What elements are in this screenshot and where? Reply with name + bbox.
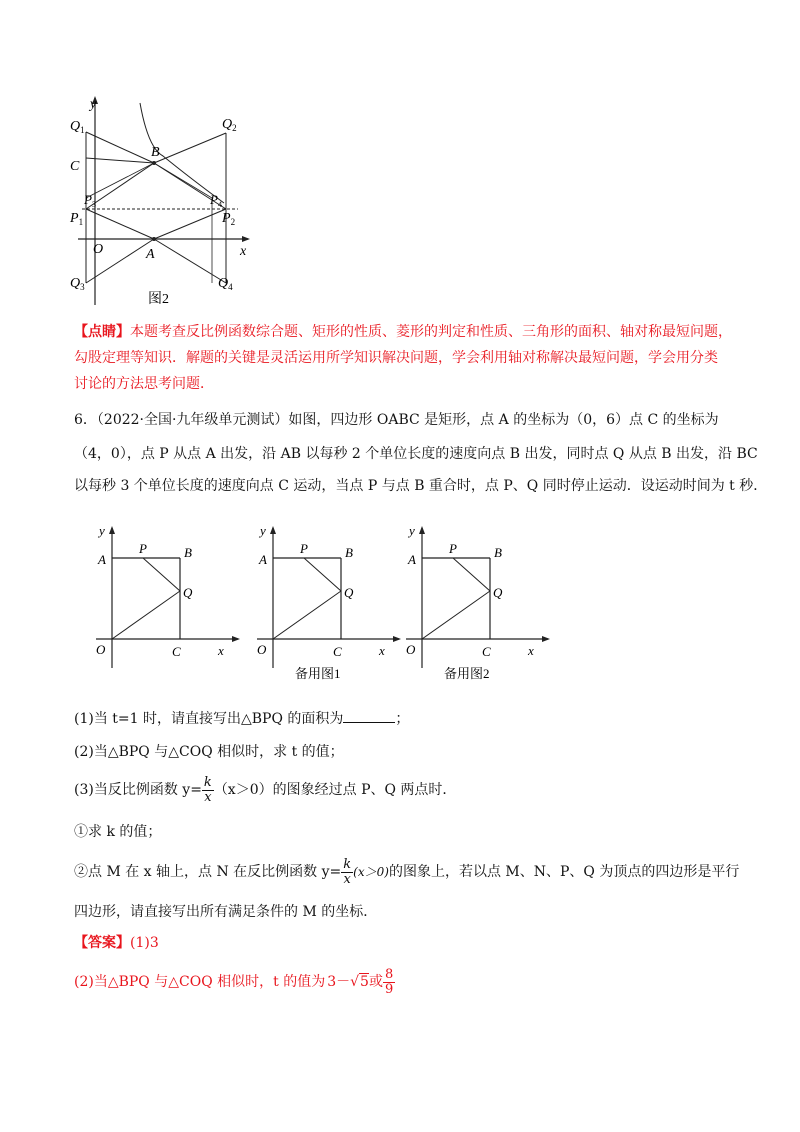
answer-fraction: $\frac{8}{9}$ [384, 966, 394, 997]
fig1-b-label: B [345, 545, 353, 560]
figure-spare-1 [257, 523, 401, 681]
answer-value-1: 3－√5 [327, 974, 369, 990]
question-3b-text: ②点 M 在 x 轴上，点 N 在反比例函数 y= [74, 864, 342, 880]
fig2b-c-label: C [482, 644, 491, 659]
question-3 [74, 770, 456, 810]
fig2-q2-label: $Q_2$ [222, 117, 237, 133]
fig2-o-label: O [93, 242, 104, 257]
fig-c-label: C [172, 644, 181, 659]
fig1-o-label: O [257, 642, 267, 657]
fig2-p2-label: $P_2$ [222, 211, 236, 227]
fig-o-label: O [96, 642, 106, 657]
figures-row [80, 520, 560, 690]
question-3b [74, 852, 739, 892]
question-3-text-end: （x＞0）的图象经过点 P、Q 两点时． [213, 782, 457, 798]
fig-b-label: B [184, 545, 192, 560]
fig1-caption: 备用图1 [295, 666, 341, 681]
dianjing-line1 [74, 322, 732, 342]
fig2-a-label: A [146, 247, 155, 262]
fig2b-q-label: Q [493, 585, 503, 600]
fig2b-p-label: P [449, 541, 457, 556]
condition-x-positive: (x＞0) [353, 865, 389, 879]
answer-or: 或 [368, 974, 383, 990]
answer-1: (1)3 [130, 935, 159, 951]
fig1-a-label: A [259, 552, 267, 567]
question-3b-text-end: 的图象上，若以点 M、N、P、Q 为顶点的四边形是平行 [388, 864, 740, 880]
fig2b-x-label: x [528, 643, 534, 658]
fig2b-a-label: A [408, 552, 416, 567]
fig1-y-label: y [260, 523, 266, 538]
answer-line1 [74, 933, 159, 953]
question-3-text: (3)当反比例函数 y= [74, 782, 202, 798]
dianjing-line2: 勾股定理等知识．解题的关键是灵活运用所学知识解决问题，学会利用轴对称解决最短问题，学会用分类 [74, 350, 718, 366]
fig2b-b-label: B [494, 545, 502, 560]
answer-tag: 【答案】 [74, 935, 130, 951]
figure-main [96, 523, 240, 668]
question-1-end: ； [395, 711, 410, 727]
fig2-p3-label: $P_3$ [84, 192, 96, 209]
figure-spare-2 [406, 523, 550, 681]
fraction-k-over-x-2: $\frac{k}{x}$ [343, 856, 352, 887]
question-3a: ①求 k 的值； [74, 824, 162, 840]
fig2-caption: 图2 [148, 292, 169, 307]
fig2-x-label: x [240, 244, 247, 259]
question-1-text: (1)当 t=1 时，请直接写出△BPQ 的面积为 [74, 711, 344, 727]
dianjing-text1: 本题考查反比例函数综合题、矩形的性质、菱形的判定和性质、三角形的面积、轴对称最短问题， [130, 324, 732, 340]
fig2-q1-label: $Q_1$ [70, 119, 85, 135]
dianjing-line3: 讨论的方法思考问题． [74, 376, 214, 392]
dianjing-tag: 【点睛】 [74, 324, 130, 340]
fig2-q3-label: $Q_3$ [70, 276, 85, 292]
fig2-p4-label: $P_4$ [210, 192, 222, 209]
fig2-c-label: C [70, 159, 80, 174]
fig2b-caption: 备用图2 [444, 666, 490, 681]
fig1-q-label: Q [344, 585, 354, 600]
figure-2 [60, 88, 270, 313]
problem-line2: （4，0），点 P 从点 A 出发，沿 AB 以每秒 2 个单位长度的速度向点 B 出发，同时点 Q 从点 B 出发，沿 BC [74, 446, 758, 462]
fig2b-o-label: O [406, 642, 416, 657]
fig1-p-label: P [300, 541, 308, 556]
fig2-b-label: B [151, 145, 160, 160]
fig-x-label: x [218, 643, 224, 658]
question-1 [74, 708, 409, 729]
fig-q-label: Q [183, 585, 193, 600]
problem-line3: 以每秒 3 个单位长度的速度向点 C 运动，当点 P 与点 B 重合时，点 P、Q 同时停止运动．设运动时间为 t 秒． [74, 478, 768, 494]
fig2b-y-label: y [409, 523, 415, 538]
fig-y-label: y [99, 523, 105, 538]
question-3b-line2: 四边形，请直接写出所有满足条件的 M 的坐标． [74, 904, 378, 920]
problem-line1: 6．（2022·全国·九年级单元测试）如图，四边形 OABC 是矩形，点 A 的坐标为（0，6）点 C 的坐标为 [74, 412, 719, 428]
answer-line2 [74, 962, 395, 1002]
fraction-k-over-x: $\frac{k}{x}$ [203, 774, 212, 805]
answer-2-text: (2)当△BPQ 与△COQ 相似时，t 的值为 [74, 974, 326, 990]
fig1-c-label: C [333, 644, 342, 659]
fig-p-label: P [139, 541, 147, 556]
fig2-q4-label: $Q_4$ [218, 276, 233, 292]
fig2-y-label: y [90, 97, 97, 112]
answer-blank[interactable] [343, 708, 395, 723]
fig1-x-label: x [379, 643, 385, 658]
fig-a-label: A [98, 552, 106, 567]
question-2: (2)当△BPQ 与△COQ 相似时，求 t 的值； [74, 744, 344, 760]
fig2-p1-label: $P_1$ [70, 211, 84, 227]
